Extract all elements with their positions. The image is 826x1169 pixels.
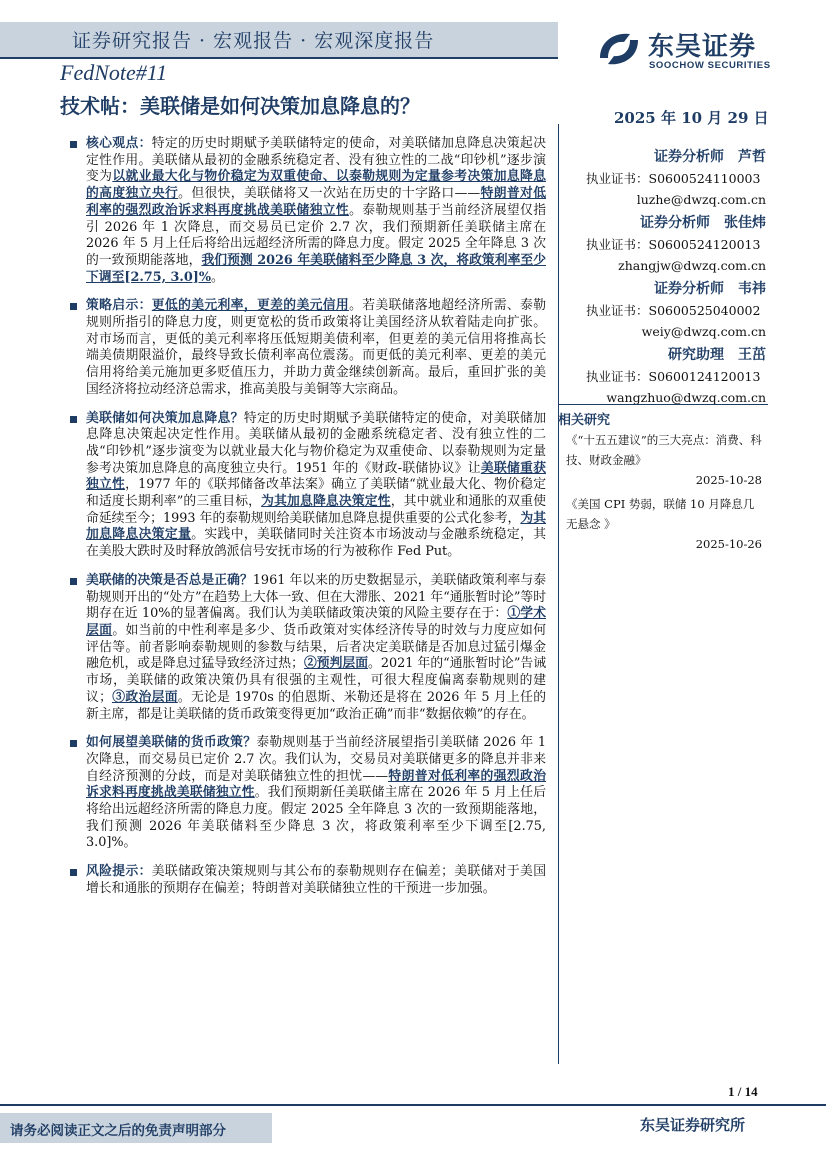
bullet-icon — [70, 141, 77, 148]
logo-mark-icon — [596, 28, 642, 70]
bullet-icon — [70, 416, 77, 423]
para-text: 。2021 年的“通胀暂时论”告诫市场，美联储的政策决策仍具有很强的主观性，可很大程度偏离泰勒规则的建议； — [86, 656, 547, 705]
related-item-date: 2025-10-26 — [695, 537, 762, 551]
para-text: 。但很快，美联储将又一次站在历史的十字路口—— — [178, 186, 481, 202]
logo-text-cn: 东吴证券 — [648, 32, 757, 62]
para-label: 策略启示： — [86, 298, 152, 314]
analyst-license: 执业证书：S0600524110003 — [586, 171, 761, 186]
report-title: 技术帖：美联储是如何决策加息降息的？ — [60, 94, 420, 118]
page-number: 1 / 14 — [728, 1084, 758, 1099]
para-text: 美联储政策决策规则与其公布的泰勒规则存在偏差；美联储对于美国增长和通胀的预期存在偏差；特朗普对美联储独立性的干预进一步加强。 — [86, 864, 547, 896]
related-research-list — [566, 430, 762, 558]
series-label: FedNote#11 — [60, 60, 168, 85]
analyst-card — [566, 278, 766, 342]
para-text: 。泰勒规则基于当前经济展望仅指引 2026 年 1 次降息，而交易员已定价 2.7 次，我们预期新任美联储主席在 2026 年 5 月上任后将给出远超经济所需的降息力度。假定 2025 全年降息 3 次的一致预期能落地， — [86, 202, 547, 268]
analyst-email[interactable]: luzhe@dwzq.com.cn — [636, 192, 766, 207]
correctness-paragraph — [68, 573, 546, 723]
analyst-role: 证券分析师 张佳炜 — [640, 215, 766, 231]
para-emphasis: 我们预测 2026 年美联储料至少降息 3 次，将政策利率至少下调至[2.75, 3.0]% — [86, 252, 547, 285]
para-emphasis: ②预判层面 — [303, 656, 369, 672]
para-text: 泰勒规则基于当前经济展望指引美联储 2026 年 1 次降息，而交易员已定价 2.7 次。我们认为，交易员对美联储更多的降息并非来自经济预测的分歧，而是对美联储独立性的担忧—— — [86, 735, 546, 784]
para-label: 美联储的决策是否总是正确？ — [86, 572, 253, 588]
footer-band — [0, 1113, 272, 1143]
para-emphasis: 为其加息降息决策定性 — [261, 494, 391, 510]
company-logo — [596, 26, 796, 76]
para-text: ，其中就业和通胀的双重使命延续至今；1993 年的泰勒规则给美联储加息降息提供重要的公式化参考， — [86, 494, 547, 526]
para-emphasis: ③政治层面 — [111, 689, 178, 705]
para-label: 如何展望美联储的货币政策？ — [86, 735, 257, 751]
strategy-paragraph — [68, 298, 546, 398]
para-text: 特定的历史时期赋予美联储特定的使命，对美联储加息降息决策起决定性作用。美联储从最初的金融系统稳定者、没有独立性的二战“印钞机”逐步演变为 — [86, 136, 547, 185]
para-text: 。我们预期新任美联储主席在 2026 年 5 月上任后将给出远超经济所需的降息力度。假定 2025 全年降息 3 次的一致预期能落地，我们预测 2026 年美联储料至少降息 3 次，将政策利率至少下调至[2.75, 3.0]%。 — [86, 785, 547, 851]
disclaimer-note: 请务必阅读正文之后的免责声明部分 — [10, 1123, 226, 1139]
footer-divider — [0, 1104, 826, 1106]
report-date: 2025 年 10 月 29 日 — [614, 109, 769, 127]
institute-name: 东吴证券研究所 — [640, 1116, 746, 1134]
para-label: 美联储如何决策加息降息？ — [86, 410, 244, 426]
para-emphasis: ①学术层面 — [86, 606, 547, 638]
para-emphasis: 以就业最大化与物价稳定为双重使命、以泰勒规则为定量参考决策加息降息的高度独立央行 — [86, 169, 547, 202]
para-emphasis: 美联储重获独立性 — [86, 460, 546, 493]
column-divider — [558, 124, 559, 1064]
bullet-icon — [70, 869, 77, 876]
para-text: 。无论是 1970s 的伯恩斯、米勒还是将在 2026 年 5 月上任的新主席，都是让美联储的货币政策变得更加“政治正确”而非“数据依赖”的存在。 — [86, 689, 547, 722]
analyst-license: 执业证书：S0600525040002 — [586, 303, 761, 318]
analyst-email[interactable]: wangzhuo@dwzq.com.cn — [606, 390, 766, 405]
related-item-date: 2025-10-28 — [695, 473, 762, 487]
analyst-card — [566, 146, 766, 210]
analyst-license: 执业证书：S0600124120013 — [586, 369, 761, 384]
header-band — [0, 22, 558, 59]
para-label: 核心观点： — [86, 136, 152, 151]
para-text: 1961 年以来的历史数据显示，美联储政策利率与泰勒规则开出的“处方”在趋势上大体一致、但在大滞胀、2021 年“通胀暂时论”等时期存在近 10%的显著偏离。我们认为美联储政策决策的风险主要存在于： — [86, 572, 546, 622]
related-item-title[interactable]: 《“十五五建议”的三大亮点：消费、科技、财政金融》 — [566, 433, 762, 467]
para-text: 。如当前的中性利率是多少、货币政策对实体经济传导的时效与力度应如何评估等。前者影响泰勒规则的参数与结果，后者决定美联储是否加息过猛引爆金融危机，或是降息过猛导致经济过热； — [86, 622, 547, 672]
para-emphasis: 更低的美元利率，更差的美元信用 — [151, 298, 350, 314]
analyst-email[interactable]: weiy@dwzq.com.cn — [641, 324, 766, 339]
bullet-icon — [70, 740, 77, 747]
analyst-license: 执业证书：S0600524120013 — [586, 237, 761, 252]
para-emphasis: 为其加息降息决策定量 — [86, 510, 547, 543]
logo-text-en: SOOCHOW SECURITIES — [649, 60, 771, 71]
bullet-icon — [70, 578, 77, 585]
analyst-role: 证券分析师 韦祎 — [654, 281, 766, 297]
analyst-card — [566, 344, 766, 408]
report-category: 证券研究报告 · 宏观报告 · 宏观深度报告 — [72, 30, 435, 52]
analyst-card — [566, 212, 766, 276]
para-emphasis: 特朗普对低利率的强烈政治诉求料再度挑战美联储独立性 — [86, 768, 547, 801]
para-emphasis: 特朗普对低利率的强烈政治诉求料再度挑战美联储独立性 — [86, 186, 547, 218]
decision-paragraph — [68, 411, 546, 561]
core-view-paragraph — [68, 136, 546, 286]
para-text: 。若美联储落地超经济所需、泰勒规则所指引的降息力度，则更宽松的货币政策将让美国经济从软着陆走向扩张。对市场而言，更低的美元利率将压低短期美债利率，但更差的美元信用将推高长端美债期限溢价，最终导致长债利率高位震荡。而更低的美元利率、更差的美元信用将给美元施加更多贬值压力，并助力黄金继续创新高。最后，重回扩张的美国经济将拉动经济总需求，推高美股与美铜等大宗商品。 — [86, 298, 547, 397]
related-research-heading: 相关研究 — [558, 404, 768, 428]
para-text: ，1977 年的《联邦储备改革法案》确立了美联储“就业最大化、物价稳定和适度长期利率”的三重目标， — [86, 477, 546, 510]
para-label: 风险提示： — [86, 864, 152, 880]
risk-paragraph — [68, 864, 546, 897]
related-item-title[interactable]: 《美国 CPI 势弱，联储 10 月降息几无悬念 》 — [566, 497, 755, 531]
analyst-role: 研究助理 王茁 — [668, 347, 766, 363]
outlook-paragraph — [68, 735, 546, 852]
para-text: 。 — [211, 269, 224, 285]
para-text: 。实践中，美联储同时关注资本市场波动与金融系统稳定，其在美股大跌时及时释放鸽派信号安抚市场的行为被称作 Fed Put。 — [86, 527, 547, 560]
para-text: 特定的历史时期赋予美联储特定的使命，对美联储加息降息决策起决定性作用。美联储从最初的金融系统稳定者、没有独立性的二战“印钞机”逐步演变为以就业最大化与物价稳定为双重使命、以泰勒规则为定量参考决策加息降息的高度独立央行。1951 年的《财政-联储协议》让 — [86, 410, 547, 476]
main-content — [68, 136, 546, 910]
analyst-list — [566, 146, 766, 410]
bullet-icon — [70, 303, 77, 310]
analyst-email[interactable]: zhangjw@dwzq.com.cn — [618, 258, 766, 273]
analyst-role: 证券分析师 芦哲 — [654, 149, 766, 165]
